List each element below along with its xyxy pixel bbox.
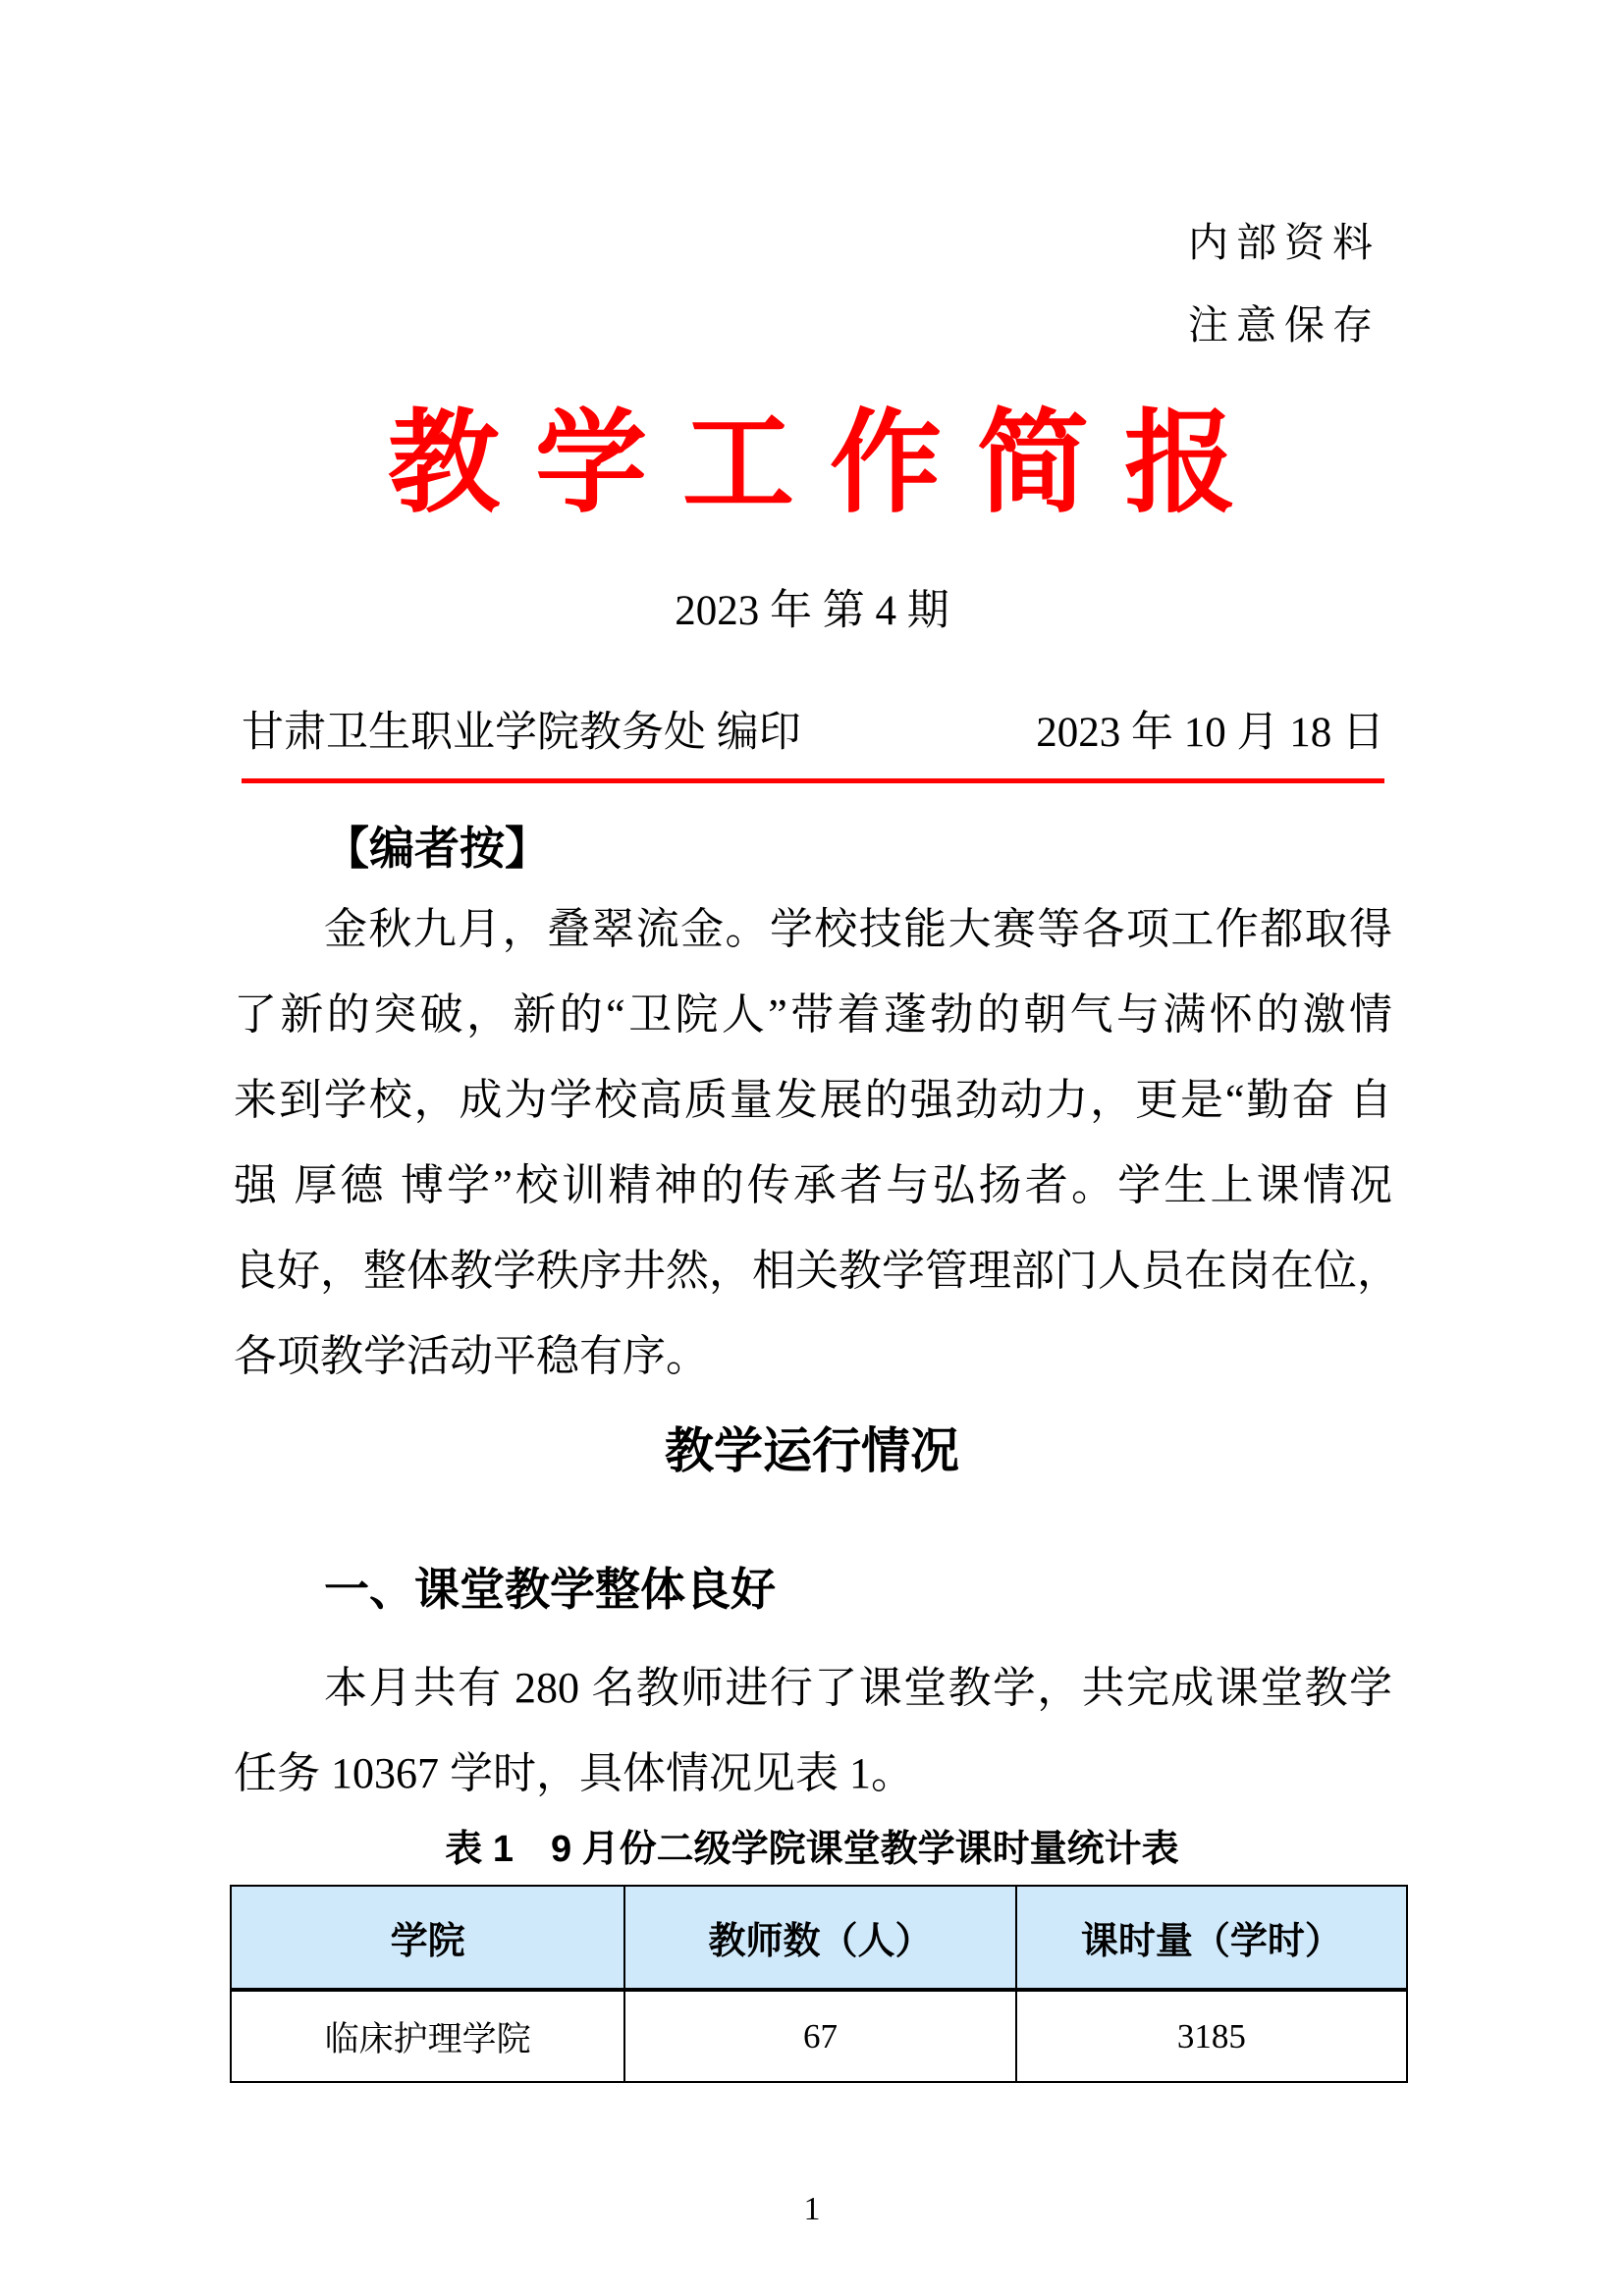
publish-date: 2023 年 10 月 18 日 bbox=[1036, 710, 1384, 756]
main-heading: 教学运行情况 bbox=[665, 1423, 959, 1478]
publisher-name: 甘肃卫生职业学院教务处 编印 bbox=[242, 710, 801, 756]
paragraph-line: 来到学校，成为学校高质量发展的强劲动力，更是“勤奋 自 bbox=[234, 1076, 1392, 1124]
paragraph-line: 良好，整体教学秩序井然，相关教学管理部门人员在岗在位， bbox=[234, 1247, 1400, 1295]
section1-heading: 一、课堂教学整体良好 bbox=[324, 1564, 776, 1615]
paragraph-line: 各项教学活动平稳有序。 bbox=[234, 1332, 709, 1380]
table1-caption: 表 1 9 月份二级学院课堂教学课时量统计表 bbox=[445, 1829, 1179, 1870]
editor-note-paragraph bbox=[234, 886, 1400, 1399]
document-title: 教学工作简报 bbox=[387, 401, 1272, 526]
publisher-row bbox=[242, 699, 1384, 783]
table1-header-college: 学院 bbox=[231, 1886, 624, 1990]
confidential-note-line1: 内部资料 bbox=[1188, 220, 1380, 265]
table-row bbox=[231, 1990, 1407, 2082]
table1-header-teacher-count: 教师数（人） bbox=[624, 1886, 1015, 1990]
confidential-note bbox=[1188, 201, 1380, 366]
table1-cell-college: 临床护理学院 bbox=[231, 1990, 624, 2082]
confidential-note-line2: 注意保存 bbox=[1188, 302, 1380, 347]
table1-cell-teacher-count: 67 bbox=[624, 1990, 1015, 2082]
paragraph-line: 强 厚德 博学”校训精神的传承者与弘扬者。学生上课情况 bbox=[234, 1161, 1392, 1209]
issue-line: 2023 年 第 4 期 bbox=[675, 588, 949, 634]
page-number: 1 bbox=[803, 2191, 821, 2227]
table1 bbox=[230, 1885, 1408, 2083]
paragraph-line: 了新的突破，新的“卫院人”带着蓬勃的朝气与满怀的激情 bbox=[234, 990, 1392, 1039]
table1-header-row bbox=[231, 1886, 1407, 1990]
table1-cell-hours: 3185 bbox=[1016, 1990, 1407, 2082]
teaching-paragraph bbox=[234, 1645, 1392, 1816]
paragraph-line: 任务 10367 学时，具体情况见表 1。 bbox=[234, 1749, 914, 1797]
editor-note-label: 【编者按】 bbox=[324, 823, 550, 874]
paragraph-line: 本月共有 280 名教师进行了课堂教学，共完成课堂教学 bbox=[324, 1664, 1392, 1712]
table1-header-hours: 课时量（学时） bbox=[1016, 1886, 1407, 1990]
paragraph-line: 金秋九月，叠翠流金。学校技能大赛等各项工作都取得 bbox=[324, 905, 1392, 953]
